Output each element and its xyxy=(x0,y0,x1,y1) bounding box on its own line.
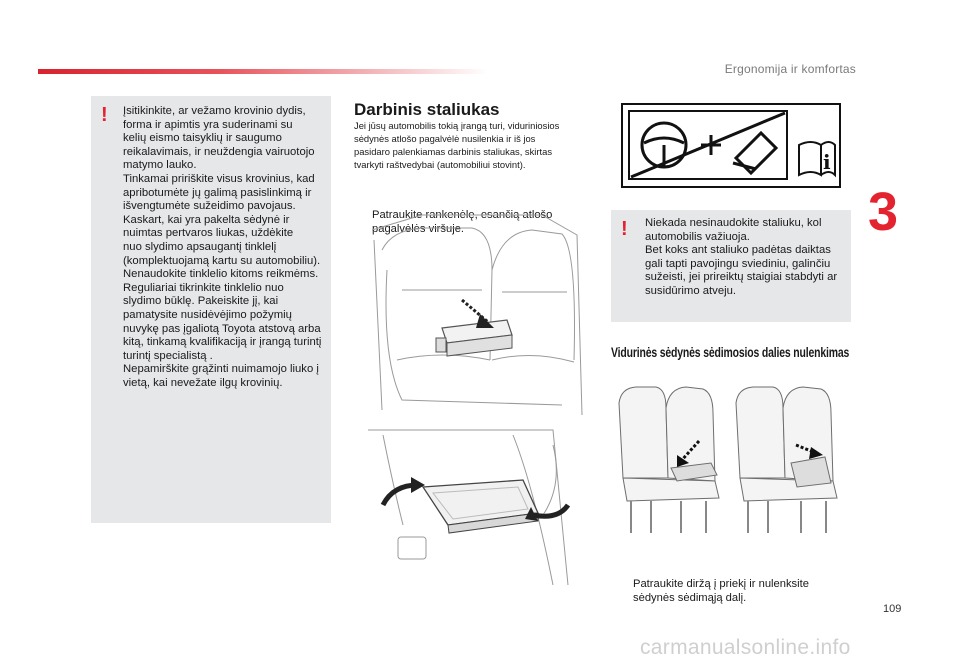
fold-instruction xyxy=(633,549,843,605)
section-title-fold: Vidurinės sėdynės sėdimosios dalies nulenkimas xyxy=(611,345,850,360)
section-intro-desk: Jei jūsų automobilis tokią įrangą turi, viduriniosios sėdynės atlošo pagalvėlė nusilenkia ir iš jos pasidaro palenkiamas darbinis staliukas, skirtas tvarkyti raštvedybai (automobiliui stovint). xyxy=(354,120,560,170)
watermark: carmanualsonline.info xyxy=(640,636,851,659)
seat-fold-illustration xyxy=(611,373,856,548)
fold-instruction-text: Patraukite diržą į priekį ir nulenksite sėdynės sėdimąją dalį. xyxy=(633,578,809,604)
header-accent-bar xyxy=(38,69,488,74)
warning-icon: ! xyxy=(621,218,628,240)
left-warning-box xyxy=(91,96,331,523)
right-warning-box xyxy=(611,210,851,322)
desk-illustration-lower xyxy=(363,425,593,590)
warning-icon: ! xyxy=(101,104,108,126)
right-warning-text: Niekada nesinaudokite staliuku, kol automobilis važiuoja. Bet koks ant staliuko padėtas daiktas gali tapti pavojingu sviediniu, galinčiu sužeisti, jei prireiktų staigiai stabdyti ar susidūrimo atveju. xyxy=(645,217,838,297)
page-number: 109 xyxy=(883,603,902,615)
chapter-number: 3 xyxy=(868,182,899,242)
page-header-title: Ergonomija ir komfortas xyxy=(724,62,856,76)
desk-illustration-upper xyxy=(362,210,592,422)
section-title-desk: Darbinis staliukas xyxy=(354,100,500,119)
left-warning-text: Įsitikinkite, ar vežamo krovinio dydis, forma ir apimtis yra suderinami su kelių eismo taisyklių ir saugumo reikalavimais, ir neuždengia vairuotojo matymo lauko. Tinkamai pririškite visus krovinius, kad apribotumėte jų galimą pasislinkimą ir išvengtumėte sužeidimo pavojaus. Kaskart, kai yra pakelta sėdynė ir nuimtas pertvaros liukas, uždėkite nuo slydimo apsaugantį tinklelį (komplektuojamą kartu su automobiliu). Nenaudokite tinklelio kitoms reikmėms. Reguliariai tikrinkite tinklelio nuo slydimo būklę. Pakeiskite jį, kai pamatysite nusidėvėjimo požymių nuvykę pas įgaliotą Toyota atstovą arba kitą, tinkamą kvalifikaciją ir įrangą turintį turintį specialistą . Nepamirškite grąžinti nuimamojo liuko į vietą, kai nevežate ilgų krovinių. xyxy=(123,105,322,389)
desk-instruction-text: Patraukite rankenėlę, esančią atlošo pagalvėlės viršuje. xyxy=(372,209,553,235)
no-desk-while-driving-icon xyxy=(621,103,841,188)
warning-sign-panel xyxy=(621,103,841,188)
info-icon: i xyxy=(823,150,831,174)
